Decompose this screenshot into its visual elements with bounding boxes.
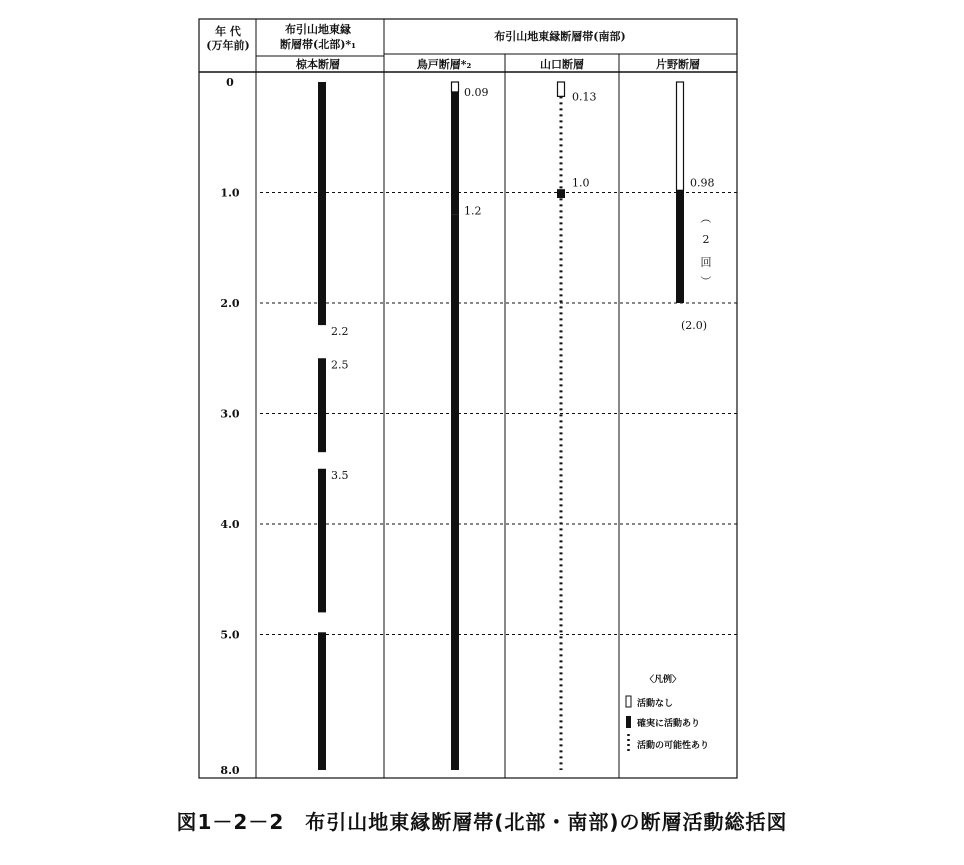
header-north-line2: 断層帯(北部)*₁ (280, 38, 356, 51)
series-3-label-1: (2.0) (680, 319, 708, 332)
legend (626, 673, 709, 752)
series-1-label-1: 1.2 (464, 204, 482, 218)
series-1-segment-1-certain (451, 92, 459, 215)
katano-note-2: 回 (700, 256, 712, 269)
series-2-label-1: 1.0 (572, 176, 590, 190)
header-fault-katano: 片野断層 (656, 58, 700, 71)
legend-none-swatch (626, 696, 631, 707)
series-0-segment-2-certain (318, 469, 326, 613)
series-0-label-0: 2.2 (331, 325, 349, 339)
series-0-label-1: 2.5 (331, 358, 349, 372)
y-tick-6: 8.0 (220, 764, 240, 777)
header-fault-torito: 鳥戸断層*₂ (416, 58, 472, 71)
series-3-segment-1-certain (676, 190, 684, 303)
y-tick-5: 5.0 (220, 628, 240, 642)
series-3-label-0: 0.98 (690, 176, 715, 190)
y-axis-ticks (220, 76, 239, 777)
legend-possible-label: 活動の可能性あり (637, 741, 710, 751)
y-tick-3: 3.0 (220, 407, 240, 421)
y-tick-0: 0 (226, 76, 234, 89)
series-0-segment-0-certain (318, 82, 326, 325)
katano-note-0: （ (699, 212, 712, 224)
series-0-segment-3-certain (318, 632, 326, 770)
series-2-segment-2-certain (557, 189, 565, 198)
header-age-line2: (万年前) (206, 39, 250, 52)
legend-title: 〈凡例〉 (645, 675, 682, 685)
header-fault-mukumoto: 椋本断層 (296, 58, 340, 71)
y-tick-2: 2.0 (220, 297, 240, 310)
header-north-line1: 布引山地東縁 (285, 23, 351, 36)
series-0-label-2: 3.5 (331, 468, 349, 482)
header-age-line1: 年 代 (215, 25, 241, 38)
series-1-segment-0-none (452, 82, 459, 92)
y-tick-4: 4.0 (220, 518, 240, 531)
legend-certain-swatch (626, 716, 631, 728)
katano-note-3: ） (699, 275, 712, 287)
series-3-segment-0-none (677, 82, 684, 190)
header-fault-yamaguchi: 山口断層 (540, 58, 584, 71)
series-0-segment-1-certain (318, 358, 326, 452)
series-2-label-0: 0.13 (572, 90, 597, 104)
series-1-label-0: 0.09 (464, 85, 489, 99)
katano-note-1: 2 (702, 233, 710, 246)
gridlines (260, 193, 737, 635)
series-1-segment-2-certain (451, 215, 459, 770)
legend-none-label: 活動なし (637, 699, 674, 709)
table-frame (199, 19, 737, 778)
series-2-segment-0-none (558, 82, 565, 96)
y-tick-1: 1.0 (220, 186, 240, 200)
katano-annotation (699, 213, 712, 287)
legend-certain-label: 確実に活動あり (637, 719, 701, 729)
figure-caption: 図1－2－2 布引山地東縁断層帯(北部・南部)の断層活動総括図 (176, 810, 788, 834)
fault-series (318, 82, 715, 770)
header-south-group: 布引山地東縁断層帯(南部) (494, 30, 626, 43)
